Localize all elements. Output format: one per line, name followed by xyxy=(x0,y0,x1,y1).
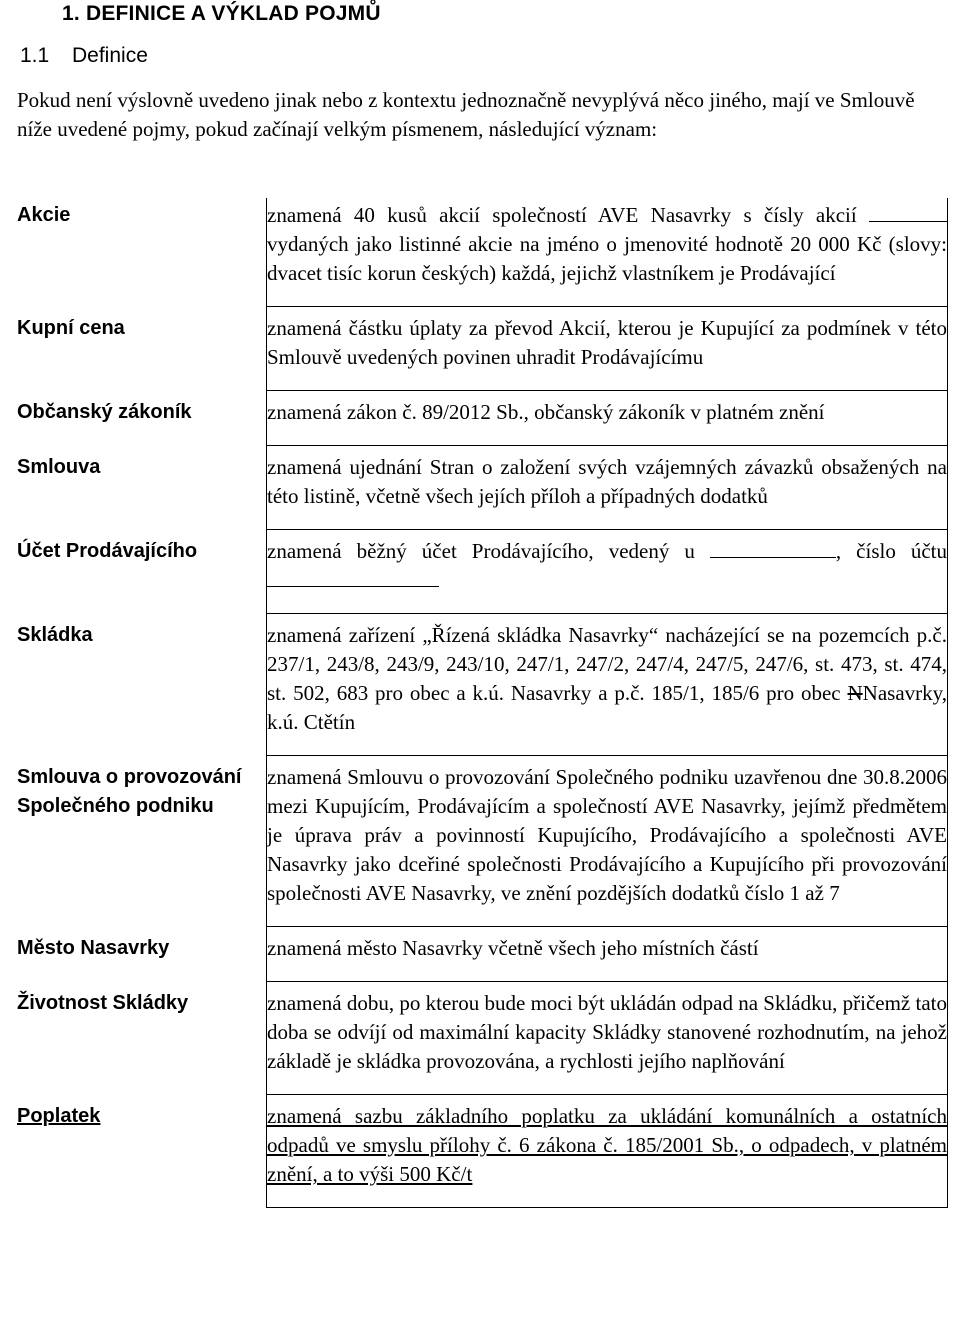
definition-smlouva-o-provozovani: znamená Smlouvu o provozování Společného podniku uzavřenou dne 30.8.2006 mezi Kupujícím, Prodávajícím a společností AVE Nasavrky, jejímž předmětem je úprava práv a povinností Kupujícího, Prodávajícího a společnosti AVE Nasavrky jako dceřiné společnosti Prodávajícího a Kupujícího při provozování společnosti AVE Nasavrky, ve znění pozdějších dodatků číslo 1 až 7 xyxy=(267,756,948,927)
term-smlouva: Smlouva xyxy=(17,455,101,478)
definition-row xyxy=(15,391,948,446)
definition-akcie: znamená 40 kusů akcií společností AVE Nasavrky s čísly akcií vydaných jako listinné akcie na jméno o jmenovité hodnotě 20 000 Kč (slovy: dvacet tisíc korun českých) každá, jejichž vlastníkem je Prodávající xyxy=(267,198,948,307)
term-smlouva-o-provozovani: Smlouva o provozování Společného podniku xyxy=(17,765,242,817)
definitions-table xyxy=(15,198,948,1208)
definition-row xyxy=(15,198,948,307)
definition-row xyxy=(15,446,948,530)
definition-row xyxy=(15,307,948,391)
term-mesto-nasavrky: Město Nasavrky xyxy=(17,936,170,959)
definition-mesto-nasavrky: znamená město Nasavrky včetně všech jeho místních částí xyxy=(267,927,948,982)
blank-share-numbers xyxy=(869,201,947,222)
blank-bank-name xyxy=(710,537,836,558)
struck-text: N xyxy=(847,681,863,705)
section-heading: 1. DEFINICE A VÝKLAD POJMŮ xyxy=(62,2,381,25)
definition-poplatek: znamená sazbu základního poplatku za ukládání komunálních a ostatních odpadů ve smyslu přílohy č. 6 zákona č. 185/2001 Sb., o odpadech, v platném znění, a to výši 500 Kč/t xyxy=(267,1095,948,1208)
subsection-number: 1.1 xyxy=(20,44,50,67)
definition-kupni-cena: znamená částku úplaty za převod Akcií, kterou je Kupující za podmínek v této Smlouvě uvedených povinen uhradit Prodávajícímu xyxy=(267,307,948,391)
term-zivotnost-skladky: Životnost Skládky xyxy=(17,991,189,1014)
definition-row xyxy=(15,614,948,756)
term-obcansky-zakonik: Občanský zákoník xyxy=(17,400,192,423)
definition-row xyxy=(15,927,948,982)
term-poplatek: Poplatek xyxy=(17,1104,101,1127)
subsection-title: Definice xyxy=(72,44,148,67)
definition-ucet-prodavajiciho: znamená běžný účet Prodávajícího, vedený u , číslo účtu xyxy=(267,530,948,614)
definition-zivotnost-skladky: znamená dobu, po kterou bude moci být ukládán odpad na Skládku, přičemž tato doba se odvíjí od maximální kapacity Skládky stanovené rozhodnutím, na jehož základě je skládka provozována, a rychlosti jejího naplňování xyxy=(267,982,948,1095)
definition-skladka: znamená zařízení „Řízená skládka Nasavrky“ nacházející se na pozemcích p.č. 237/1, 243/8, 243/9, 243/10, 247/1, 247/2, 247/4, 247/5, 247/6, st. 473, st. 474, st. 502, 683 pro obec a k.ú. Nasavrky a p.č. 185/1, 185/6 pro obec NNasavrky, k.ú. Ctětín xyxy=(267,614,948,756)
definition-row xyxy=(15,530,948,614)
term-ucet-prodavajiciho: Účet Prodávajícího xyxy=(17,539,198,562)
definition-row xyxy=(15,982,948,1095)
definition-obcansky-zakonik: znamená zákon č. 89/2012 Sb., občanský zákoník v platném znění xyxy=(267,391,948,446)
subsection-heading xyxy=(20,44,148,68)
definition-smlouva: znamená ujednání Stran o založení svých vzájemných závazků obsažených na této listině, včetně všech jejích příloh a případných dodatků xyxy=(267,446,948,530)
definition-row xyxy=(15,1095,948,1208)
term-akcie: Akcie xyxy=(17,204,71,226)
blank-account-number xyxy=(267,566,439,587)
term-kupni-cena: Kupní cena xyxy=(17,316,125,339)
intro-paragraph: Pokud není výslovně uvedeno jinak nebo z kontextu jednoznačně nevyplývá něco jiného, mají ve Smlouvě níže uvedené pojmy, pokud začínají velkým písmenem, následující význam: xyxy=(17,88,915,141)
term-skladka: Skládka xyxy=(17,623,93,646)
definition-row xyxy=(15,756,948,927)
